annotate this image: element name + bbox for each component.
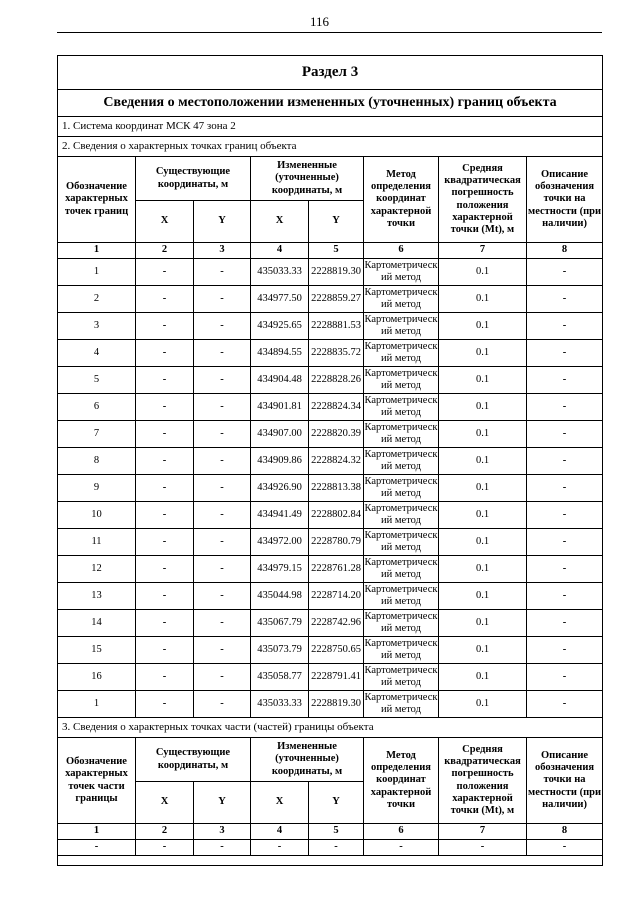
cell-existing-y: -	[194, 340, 251, 367]
cell-existing-x: -	[136, 313, 194, 340]
cell-changed-x: 434925.65	[251, 313, 309, 340]
col-number: 5	[309, 243, 364, 259]
cell-changed-y: 2228824.34	[309, 394, 364, 421]
cell-description: -	[527, 529, 603, 556]
header-changed: Измененные (уточненные) координаты, м	[251, 157, 364, 201]
cell-changed-x: 435073.79	[251, 637, 309, 664]
header-changed: Измененные (уточненные) координаты, м	[251, 738, 364, 782]
col-number: 4	[251, 824, 309, 840]
header-method: Метод определения координат характерной точки	[364, 157, 439, 243]
cell-changed-y: 2228802.84	[309, 502, 364, 529]
header-designation: Обозначение характерных точек границ	[58, 157, 136, 243]
header-rule	[57, 32, 602, 33]
cell-description: -	[527, 637, 603, 664]
header-existing-x: X	[136, 201, 194, 243]
cell-changed-x: 434941.49	[251, 502, 309, 529]
cell-existing-x: -	[136, 610, 194, 637]
cell-changed-x: 435033.33	[251, 259, 309, 286]
header-description: Описание обозначения точки на местности (при наличии)	[527, 157, 603, 243]
part3-cell: -	[194, 840, 251, 856]
cell-method: Картометрический метод	[364, 286, 439, 313]
cell-existing-x: -	[136, 691, 194, 718]
table-row	[58, 259, 603, 286]
cell-changed-x: 434977.50	[251, 286, 309, 313]
cell-method: Картометрический метод	[364, 583, 439, 610]
cell-accuracy: 0.1	[439, 340, 527, 367]
cell-description: -	[527, 367, 603, 394]
cell-accuracy: 0.1	[439, 394, 527, 421]
cell-method: Картометрический метод	[364, 637, 439, 664]
col-number: 8	[527, 824, 603, 840]
header-existing: Существующие координаты, м	[136, 157, 251, 201]
cell-accuracy: 0.1	[439, 448, 527, 475]
cell-method: Картометрический метод	[364, 259, 439, 286]
cell-description: -	[527, 475, 603, 502]
cell-point-id: 8	[58, 448, 136, 475]
header-changed-x: X	[251, 782, 309, 824]
cell-changed-x: 434972.00	[251, 529, 309, 556]
cell-method: Картометрический метод	[364, 529, 439, 556]
cell-existing-y: -	[194, 421, 251, 448]
part3-cell: -	[136, 840, 194, 856]
cell-point-id: 13	[58, 583, 136, 610]
cell-description: -	[527, 448, 603, 475]
col-number: 2	[136, 243, 194, 259]
col-number: 2	[136, 824, 194, 840]
cell-existing-x: -	[136, 637, 194, 664]
header-existing-x: X	[136, 782, 194, 824]
cell-changed-y: 2228750.65	[309, 637, 364, 664]
cell-accuracy: 0.1	[439, 691, 527, 718]
table-row	[58, 556, 603, 583]
cell-changed-x: 434926.90	[251, 475, 309, 502]
section-title: Раздел 3	[58, 56, 603, 90]
cell-description: -	[527, 556, 603, 583]
cell-existing-x: -	[136, 259, 194, 286]
cell-accuracy: 0.1	[439, 367, 527, 394]
cell-accuracy: 0.1	[439, 529, 527, 556]
cell-existing-y: -	[194, 529, 251, 556]
cell-point-id: 12	[58, 556, 136, 583]
cell-method: Картометрический метод	[364, 448, 439, 475]
cell-changed-y: 2228813.38	[309, 475, 364, 502]
cell-existing-x: -	[136, 340, 194, 367]
section-subtitle: Сведения о местоположении измененных (уточненных) границ объекта	[58, 90, 603, 117]
table-row	[58, 421, 603, 448]
cell-existing-y: -	[194, 691, 251, 718]
cell-method: Картометрический метод	[364, 502, 439, 529]
col-number: 6	[364, 824, 439, 840]
cell-point-id: 15	[58, 637, 136, 664]
cell-method: Картометрический метод	[364, 421, 439, 448]
cell-accuracy: 0.1	[439, 664, 527, 691]
cell-point-id: 6	[58, 394, 136, 421]
table-row	[58, 691, 603, 718]
header-existing-y: Y	[194, 201, 251, 243]
cell-existing-y: -	[194, 394, 251, 421]
cell-point-id: 7	[58, 421, 136, 448]
cell-accuracy: 0.1	[439, 610, 527, 637]
cell-description: -	[527, 286, 603, 313]
col-number: 3	[194, 824, 251, 840]
cell-method: Картометрический метод	[364, 367, 439, 394]
cell-method: Картометрический метод	[364, 610, 439, 637]
table-row	[58, 286, 603, 313]
table-row	[58, 475, 603, 502]
header-changed-x: X	[251, 201, 309, 243]
cell-point-id: 10	[58, 502, 136, 529]
boundary-table	[57, 55, 603, 866]
cell-changed-y: 2228881.53	[309, 313, 364, 340]
cell-method: Картометрический метод	[364, 394, 439, 421]
cell-method: Картометрический метод	[364, 313, 439, 340]
cell-existing-y: -	[194, 610, 251, 637]
cell-accuracy: 0.1	[439, 259, 527, 286]
cell-point-id: 3	[58, 313, 136, 340]
cell-method: Картометрический метод	[364, 556, 439, 583]
cell-accuracy: 0.1	[439, 313, 527, 340]
cell-changed-x: 435058.77	[251, 664, 309, 691]
cell-changed-y: 2228859.27	[309, 286, 364, 313]
cell-existing-y: -	[194, 259, 251, 286]
cell-changed-x: 434979.15	[251, 556, 309, 583]
cell-changed-y: 2228714.20	[309, 583, 364, 610]
cell-point-id: 1	[58, 259, 136, 286]
cell-method: Картометрический метод	[364, 691, 439, 718]
part2-heading: 2. Сведения о характерных точках границ объекта	[58, 137, 603, 157]
part3-cell: -	[251, 840, 309, 856]
cell-point-id: 5	[58, 367, 136, 394]
cell-changed-y: 2228819.30	[309, 259, 364, 286]
part3-cell: -	[309, 840, 364, 856]
cell-existing-y: -	[194, 664, 251, 691]
col-number: 7	[439, 243, 527, 259]
col-number: 1	[58, 243, 136, 259]
cell-accuracy: 0.1	[439, 475, 527, 502]
header-existing-y: Y	[194, 782, 251, 824]
cell-existing-y: -	[194, 313, 251, 340]
cell-changed-y: 2228828.26	[309, 367, 364, 394]
cell-existing-y: -	[194, 583, 251, 610]
cell-accuracy: 0.1	[439, 502, 527, 529]
cell-changed-x: 434904.48	[251, 367, 309, 394]
cell-changed-y: 2228819.30	[309, 691, 364, 718]
cell-description: -	[527, 394, 603, 421]
part3-cell: -	[439, 840, 527, 856]
cell-changed-x: 434909.86	[251, 448, 309, 475]
cell-existing-y: -	[194, 448, 251, 475]
cell-description: -	[527, 340, 603, 367]
header-accuracy: Средняя квадратическая погрешность положения характерной точки (Mt), м	[439, 738, 527, 824]
cell-changed-y: 2228761.28	[309, 556, 364, 583]
header-designation-part: Обозначение характерных точек части границы	[58, 738, 136, 824]
cell-description: -	[527, 691, 603, 718]
coord-system: 1. Система координат МСК 47 зона 2	[58, 117, 603, 137]
cell-existing-x: -	[136, 529, 194, 556]
part3-cell: -	[527, 840, 603, 856]
cell-changed-x: 435067.79	[251, 610, 309, 637]
cell-point-id: 1	[58, 691, 136, 718]
header-changed-y: Y	[309, 782, 364, 824]
table-row	[58, 394, 603, 421]
cell-existing-y: -	[194, 502, 251, 529]
cell-accuracy: 0.1	[439, 637, 527, 664]
cell-point-id: 14	[58, 610, 136, 637]
header-changed-y: Y	[309, 201, 364, 243]
page-number: 116	[309, 14, 330, 29]
blank-row	[58, 856, 603, 866]
cell-existing-x: -	[136, 556, 194, 583]
cell-method: Картометрический метод	[364, 475, 439, 502]
cell-point-id: 2	[58, 286, 136, 313]
cell-description: -	[527, 583, 603, 610]
cell-changed-x: 435033.33	[251, 691, 309, 718]
cell-description: -	[527, 313, 603, 340]
cell-existing-x: -	[136, 286, 194, 313]
part3-cell: -	[58, 840, 136, 856]
cell-point-id: 4	[58, 340, 136, 367]
table-row	[58, 583, 603, 610]
cell-existing-x: -	[136, 448, 194, 475]
cell-changed-y: 2228742.96	[309, 610, 364, 637]
cell-changed-x: 435044.98	[251, 583, 309, 610]
cell-existing-x: -	[136, 367, 194, 394]
part3-cell: -	[364, 840, 439, 856]
part3-heading: 3. Сведения о характерных точках части (частей) границы объекта	[58, 718, 603, 738]
header-method: Метод определения координат характерной точки	[364, 738, 439, 824]
col-number: 5	[309, 824, 364, 840]
cell-existing-x: -	[136, 502, 194, 529]
cell-point-id: 16	[58, 664, 136, 691]
cell-existing-y: -	[194, 286, 251, 313]
header-accuracy: Средняя квадратическая погрешность положения характерной точки (Mt), м	[439, 157, 527, 243]
table-row	[58, 367, 603, 394]
cell-point-id: 9	[58, 475, 136, 502]
cell-existing-y: -	[194, 475, 251, 502]
table-row	[58, 610, 603, 637]
table-row	[58, 637, 603, 664]
cell-accuracy: 0.1	[439, 286, 527, 313]
cell-description: -	[527, 610, 603, 637]
cell-changed-x: 434894.55	[251, 340, 309, 367]
col-number: 6	[364, 243, 439, 259]
cell-existing-x: -	[136, 664, 194, 691]
table-row	[58, 529, 603, 556]
cell-existing-y: -	[194, 637, 251, 664]
col-number: 7	[439, 824, 527, 840]
cell-point-id: 11	[58, 529, 136, 556]
table-row	[58, 664, 603, 691]
cell-changed-x: 434907.00	[251, 421, 309, 448]
cell-existing-x: -	[136, 421, 194, 448]
header-existing: Существующие координаты, м	[136, 738, 251, 782]
cell-changed-y: 2228835.72	[309, 340, 364, 367]
cell-method: Картометрический метод	[364, 340, 439, 367]
col-number: 4	[251, 243, 309, 259]
table-row	[58, 340, 603, 367]
cell-accuracy: 0.1	[439, 556, 527, 583]
cell-changed-y: 2228820.39	[309, 421, 364, 448]
cell-changed-y: 2228780.79	[309, 529, 364, 556]
cell-changed-y: 2228791.41	[309, 664, 364, 691]
cell-accuracy: 0.1	[439, 583, 527, 610]
cell-existing-x: -	[136, 583, 194, 610]
cell-method: Картометрический метод	[364, 664, 439, 691]
header-description: Описание обозначения точки на местности (при наличии)	[527, 738, 603, 824]
col-number: 3	[194, 243, 251, 259]
cell-description: -	[527, 664, 603, 691]
table-row	[58, 313, 603, 340]
table-row	[58, 502, 603, 529]
cell-description: -	[527, 259, 603, 286]
cell-existing-x: -	[136, 475, 194, 502]
cell-existing-y: -	[194, 367, 251, 394]
col-number: 8	[527, 243, 603, 259]
cell-existing-y: -	[194, 556, 251, 583]
cell-description: -	[527, 421, 603, 448]
cell-changed-y: 2228824.32	[309, 448, 364, 475]
cell-accuracy: 0.1	[439, 421, 527, 448]
col-number: 1	[58, 824, 136, 840]
cell-existing-x: -	[136, 394, 194, 421]
cell-description: -	[527, 502, 603, 529]
cell-changed-x: 434901.81	[251, 394, 309, 421]
table-row	[58, 448, 603, 475]
